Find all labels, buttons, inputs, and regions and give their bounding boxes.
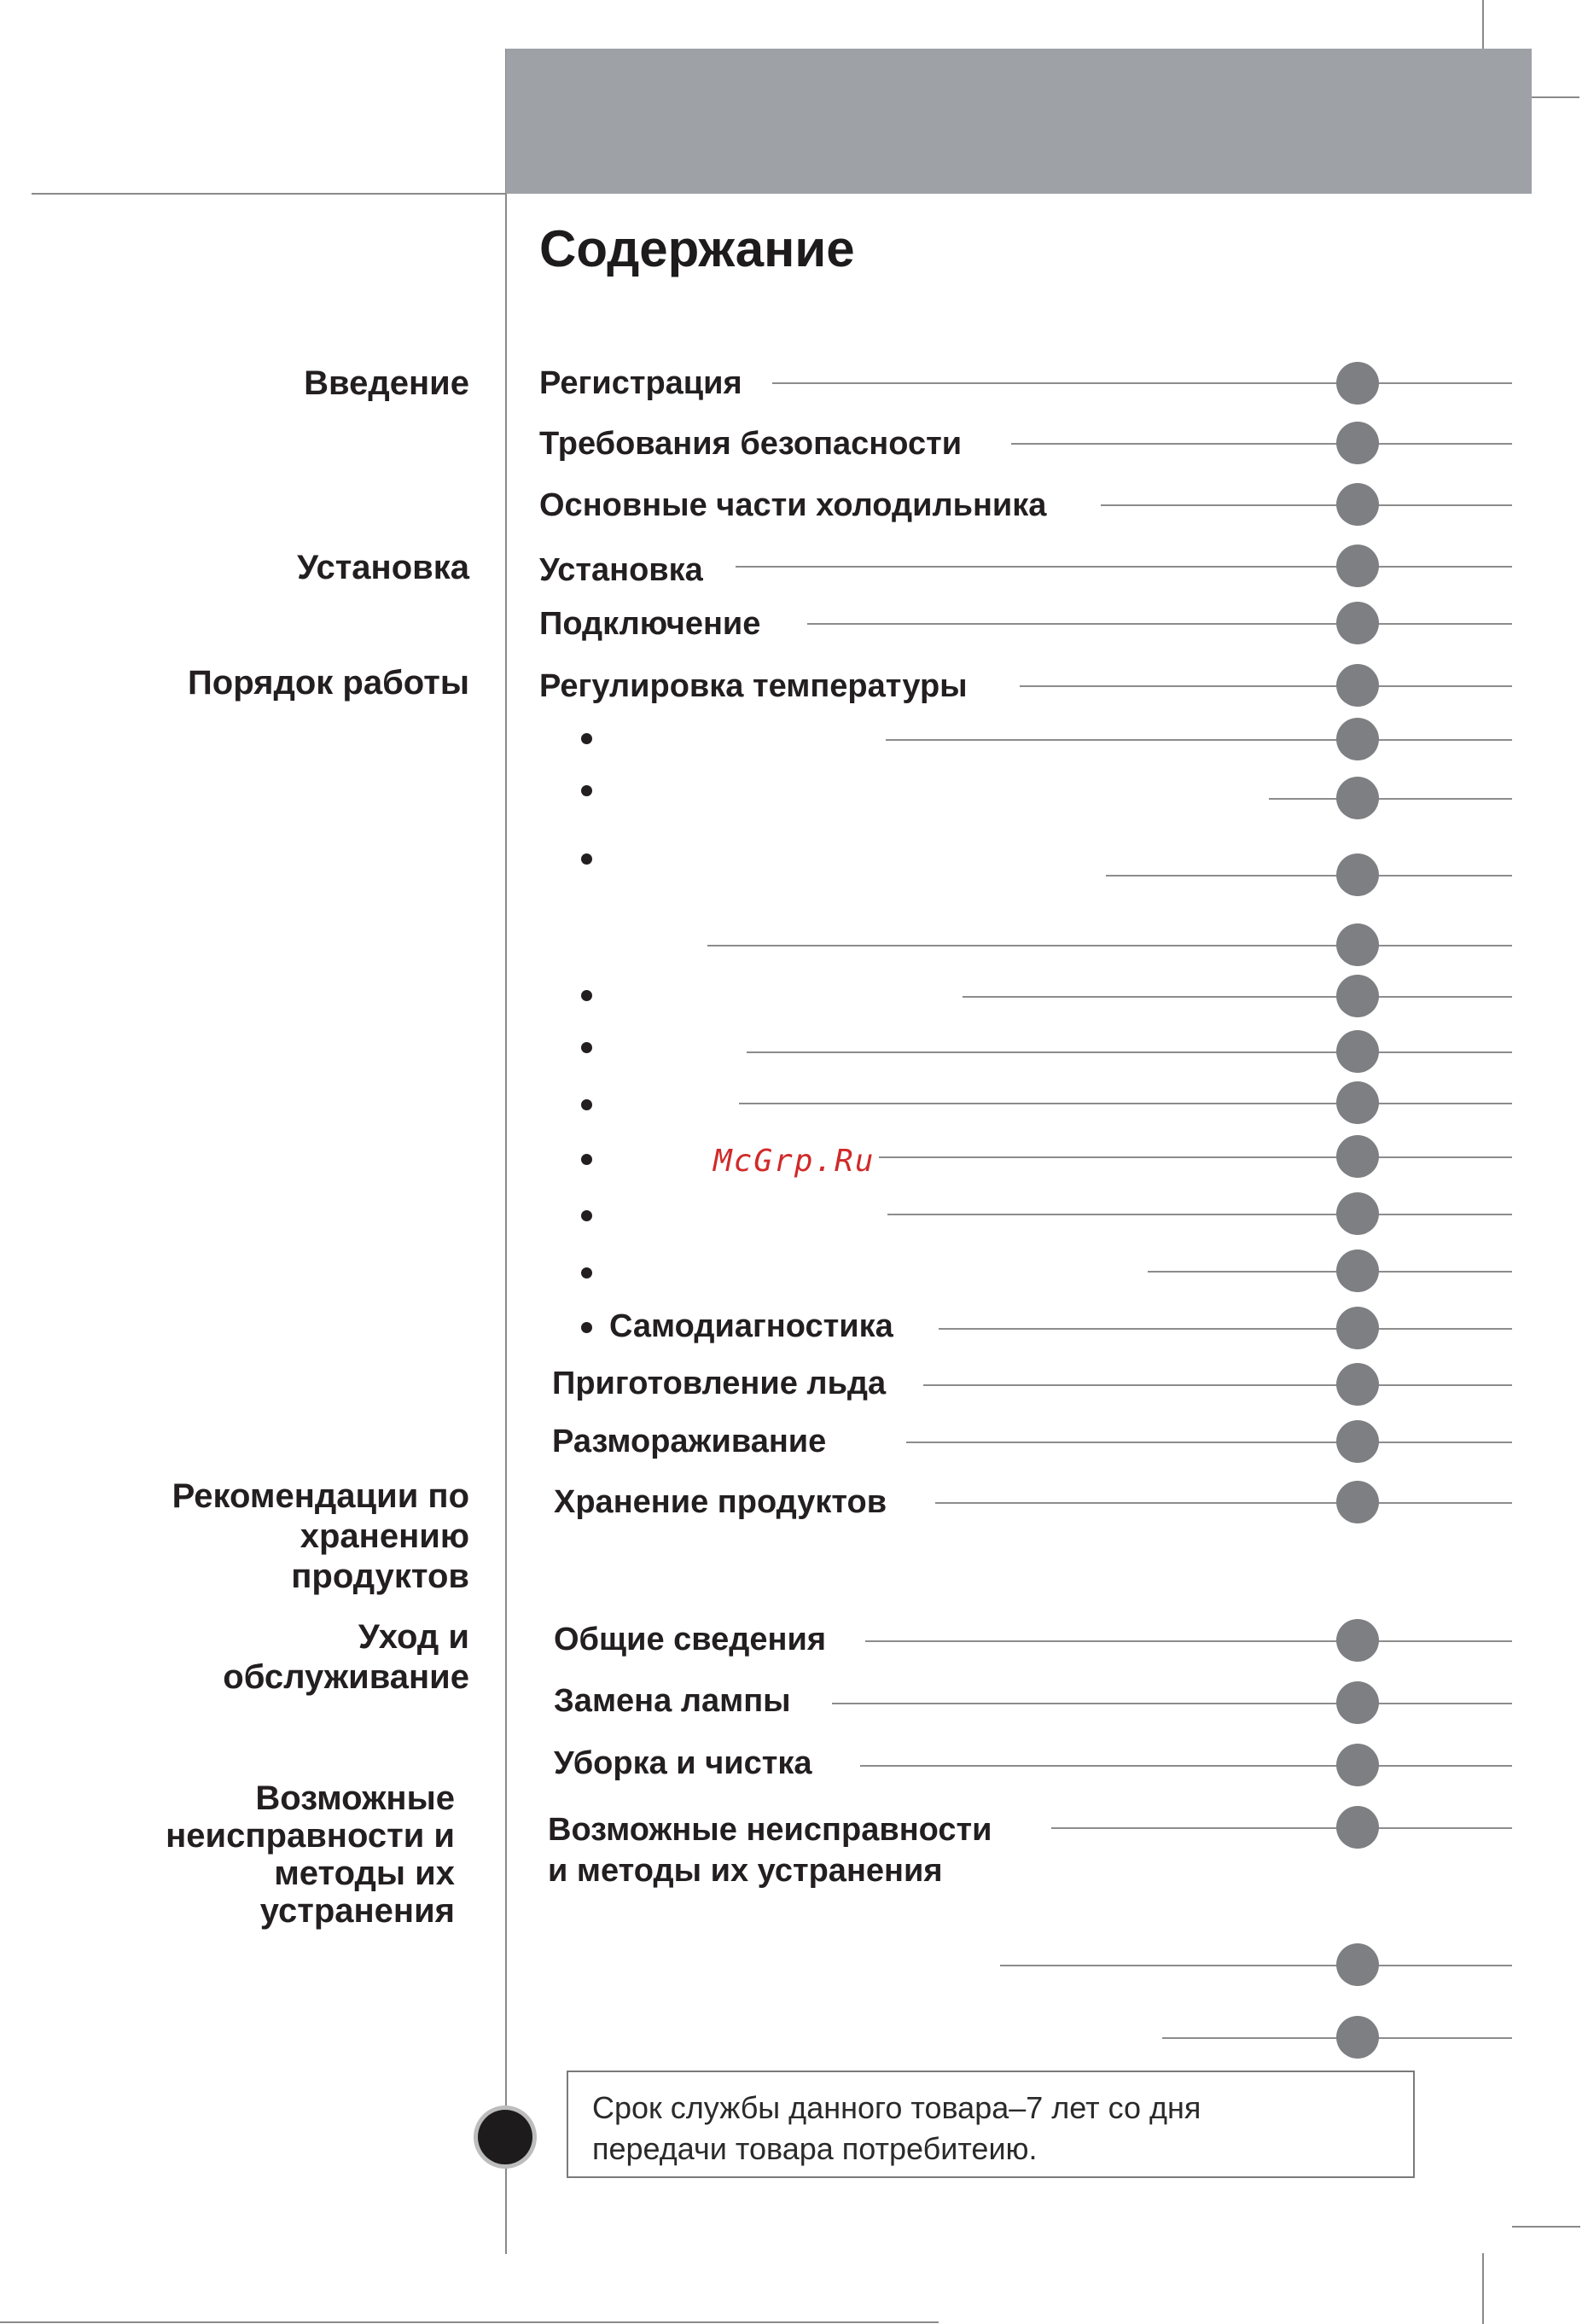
- toc-troubleshooting[interactable]: Возможные неисправности и методы их устранения: [548, 1812, 992, 1889]
- leader-line: [739, 1103, 1512, 1104]
- page-number-dot: [1336, 1192, 1379, 1235]
- header-band: [506, 49, 1532, 194]
- section-install: Установка: [297, 549, 469, 586]
- page-number-dot: [1336, 1681, 1379, 1724]
- page-marker-dot: [478, 2110, 532, 2164]
- leader-line: [807, 623, 1512, 625]
- page-number-dot: [1336, 1249, 1379, 1292]
- leader-line: [887, 1214, 1512, 1215]
- leader-line: [1148, 1271, 1512, 1273]
- bullet-marker: [581, 1267, 592, 1278]
- bullet-marker: [581, 1322, 592, 1333]
- section-intro: Введение: [304, 364, 469, 402]
- leader-line: [1051, 1827, 1512, 1829]
- leader-line: [963, 996, 1512, 998]
- bottom-right-tick: [1482, 2253, 1484, 2324]
- page-number-dot: [1336, 1744, 1379, 1786]
- bullet-marker: [581, 1210, 592, 1221]
- top-right-tick: [1482, 0, 1484, 51]
- page-number-dot: [1336, 1619, 1379, 1662]
- toc-food-storage[interactable]: Хранение продуктов: [554, 1484, 887, 1520]
- toc-registration[interactable]: Регистрация: [539, 365, 742, 401]
- toc-parts[interactable]: Основные части холодильника: [539, 487, 1047, 523]
- page-number-dot: [1336, 1943, 1379, 1986]
- page-number-dot: [1336, 853, 1379, 896]
- bullet-marker: [581, 990, 592, 1001]
- page-number-dot: [1336, 1307, 1379, 1349]
- bullet-marker: [581, 733, 592, 744]
- page-number-dot: [1336, 718, 1379, 760]
- toc-lamp[interactable]: Замена лампы: [554, 1683, 791, 1719]
- page-number-dot: [1336, 1135, 1379, 1178]
- service-life-notice: Срок службы данного товара–7 лет со дня передачи товара потребитеию.: [567, 2071, 1415, 2178]
- page-title: Содержание: [539, 220, 855, 277]
- toc-ice[interactable]: Приготовление льда: [552, 1366, 887, 1401]
- page-number-dot: [1336, 1363, 1379, 1406]
- page-number-dot: [1336, 1420, 1379, 1463]
- toc-connection[interactable]: Подключение: [539, 606, 761, 642]
- toc-self-diagnostics[interactable]: Самодиагностика: [609, 1308, 893, 1344]
- header-left-line: [32, 193, 506, 195]
- bottom-right-mark: [1512, 2226, 1580, 2228]
- toc-cleaning[interactable]: Уборка и чистка: [554, 1745, 812, 1781]
- leader-line: [736, 566, 1512, 568]
- leader-line: [832, 1703, 1512, 1704]
- leader-line: [707, 945, 1512, 946]
- leader-line: [886, 739, 1512, 741]
- page-number-dot: [1336, 545, 1379, 587]
- watermark: McGrp.Ru: [713, 1144, 875, 1179]
- leader-line: [1000, 1965, 1512, 1966]
- leader-line: [1020, 685, 1512, 687]
- top-right-mark: [1532, 96, 1579, 98]
- bullet-marker: [581, 1099, 592, 1110]
- page-number-dot: [1336, 664, 1379, 707]
- leader-line: [879, 1156, 1512, 1158]
- page-number-dot: [1336, 1806, 1379, 1849]
- section-care: Уход и обслуживание: [223, 1618, 469, 1696]
- bullet-marker: [581, 853, 592, 865]
- page-number-dot: [1336, 975, 1379, 1017]
- page-number-dot: [1336, 602, 1379, 644]
- toc-safety[interactable]: Требования безопасности: [539, 426, 963, 462]
- page-number-dot: [1336, 1481, 1379, 1523]
- section-operation: Порядок работы: [188, 664, 469, 702]
- leader-line: [1011, 443, 1512, 445]
- leader-line: [935, 1502, 1512, 1504]
- leader-line: [906, 1442, 1512, 1443]
- bullet-marker: [581, 1042, 592, 1053]
- leader-line: [1269, 798, 1512, 800]
- leader-line: [772, 382, 1512, 384]
- leader-line: [860, 1765, 1512, 1767]
- bullet-marker: [581, 1154, 592, 1165]
- leader-line: [939, 1328, 1512, 1330]
- page-number-dot: [1336, 362, 1379, 405]
- bottom-line: [0, 2321, 939, 2323]
- leader-line: [747, 1051, 1512, 1053]
- toc-temperature[interactable]: Регулировка температуры: [539, 668, 968, 704]
- section-troubleshooting: Возможные неисправности и методы их устранения: [166, 1779, 455, 1930]
- leader-line: [1106, 875, 1512, 877]
- page-number-dot: [1336, 923, 1379, 966]
- toc-defrost[interactable]: Размораживание: [552, 1424, 827, 1459]
- bullet-marker: [581, 785, 592, 796]
- leader-line: [1101, 504, 1512, 506]
- page-number-dot: [1336, 483, 1379, 526]
- leader-line: [923, 1384, 1512, 1386]
- leader-line: [865, 1640, 1512, 1642]
- toc-installation[interactable]: Установка: [539, 552, 703, 588]
- section-storage: Рекомендации по хранению продуктов: [172, 1477, 469, 1595]
- page-number-dot: [1336, 2016, 1379, 2059]
- page-number-dot: [1336, 422, 1379, 464]
- page-number-dot: [1336, 777, 1379, 819]
- page-number-dot: [1336, 1081, 1379, 1124]
- page-number-dot: [1336, 1030, 1379, 1073]
- toc-general[interactable]: Общие сведения: [554, 1622, 827, 1657]
- vertical-divider: [505, 49, 507, 2254]
